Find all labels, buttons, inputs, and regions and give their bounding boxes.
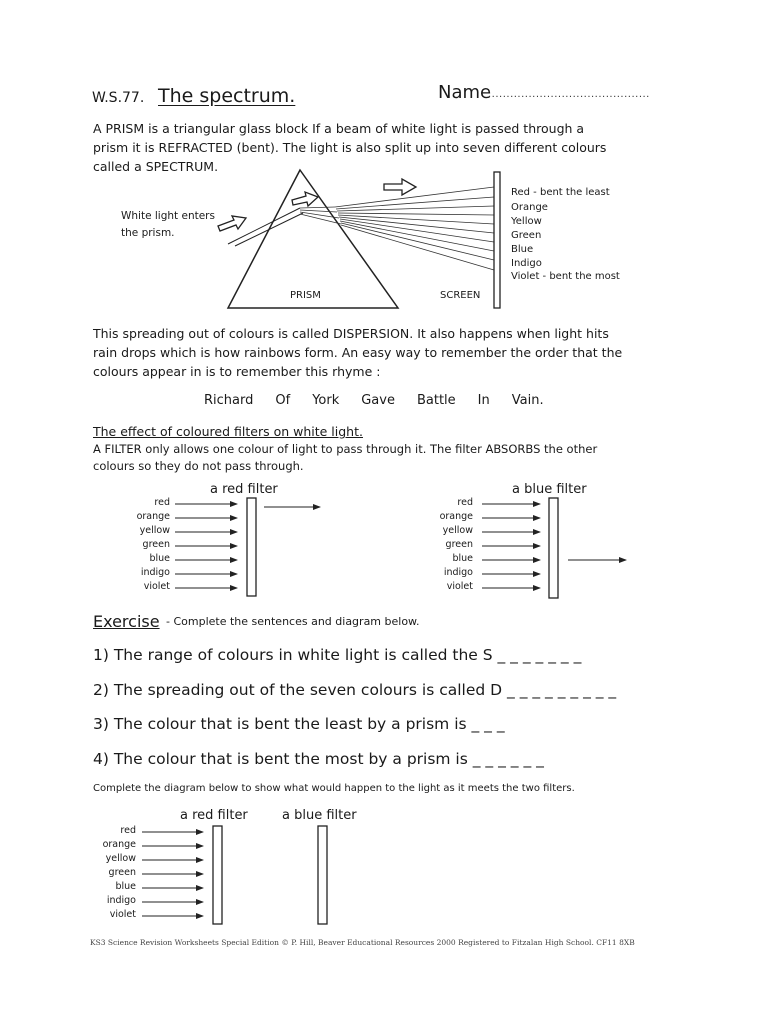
- rhyme-word: Battle: [416, 393, 456, 408]
- exercise-filter-arrows: [142, 832, 203, 916]
- spectrum-label-yellow: Yellow: [511, 216, 542, 227]
- rhyme-word: Vain.: [511, 393, 544, 408]
- colour-label-red: red: [457, 497, 473, 508]
- question-4[interactable]: 4) The colour that is bent the most by a prism is _ _ _ _ _ _: [93, 750, 544, 768]
- dispersion-line-1: This spreading out of colours is called DISPERSION. It also happens when light hits: [93, 326, 609, 341]
- colour-label-violet: violet: [109, 909, 136, 920]
- colour-label-red: red: [120, 825, 136, 836]
- colour-label-yellow: yellow: [139, 525, 170, 536]
- name-field[interactable]: ............................................: [488, 89, 650, 100]
- colour-label-blue: blue: [115, 881, 136, 892]
- colour-label-blue: blue: [452, 553, 473, 564]
- rhyme-word: York: [312, 393, 340, 408]
- rhyme-word: Of: [275, 393, 291, 408]
- screen-label: SCREEN: [440, 290, 481, 301]
- dispersion-line-2: rain drops which is how rainbows form. An easy way to remember the order that the: [93, 345, 623, 360]
- filters-line-2: colours so they do not pass through.: [93, 459, 304, 473]
- spectrum-label-blue: Blue: [511, 244, 534, 255]
- worksheet-code: W.S.77.: [92, 90, 145, 106]
- white-light-label-1: White light enters: [121, 210, 215, 222]
- spectrum-label-indigo: Indigo: [511, 258, 542, 269]
- intro-line-1: A PRISM is a triangular glass block If a beam of white light is passed through a: [93, 121, 585, 136]
- colour-label-indigo: indigo: [106, 895, 136, 906]
- colour-label-green: green: [142, 539, 170, 550]
- name-label: Name: [438, 82, 492, 103]
- white-light-label-2: the prism.: [121, 227, 175, 239]
- colour-label-indigo: indigo: [443, 567, 473, 578]
- question-3[interactable]: 3) The colour that is bent the least by a prism is _ _ _: [93, 715, 505, 733]
- colour-label-yellow: yellow: [105, 853, 136, 864]
- filters-heading: The effect of coloured filters on white light.: [93, 424, 363, 439]
- colour-label-indigo: indigo: [140, 567, 170, 578]
- exercise-subheading: - Complete the sentences and diagram below.: [166, 615, 420, 628]
- page-title: The spectrum.: [158, 85, 296, 107]
- spectrum-label-violet: Violet - bent the most: [511, 271, 620, 282]
- spectrum-label-red: Red - bent the least: [511, 187, 610, 198]
- rhyme-word: In: [477, 393, 490, 408]
- exercise-red-filter-shape: [213, 826, 222, 924]
- complete-instruction: Complete the diagram below to show what would happen to the light as it meets the two filters.: [93, 783, 575, 794]
- spectrum-label-green: Green: [511, 230, 542, 241]
- colour-label-orange: orange: [102, 839, 136, 850]
- colour-label-violet: violet: [446, 581, 473, 592]
- colour-label-yellow: yellow: [442, 525, 473, 536]
- footer: KS3 Science Revision Worksheets Special Edition © P. Hill, Beaver Educational Resources 2000 Registered to Fitzalan High School. CF11 8XB: [90, 938, 635, 947]
- intro-line-3: called a SPECTRUM.: [93, 159, 219, 174]
- colour-label-orange: orange: [136, 511, 170, 522]
- dispersion-line-3: colours appear in is to remember this rhyme :: [93, 364, 381, 379]
- colour-label-green: green: [108, 867, 136, 878]
- red-filter-shape: [247, 498, 256, 596]
- blue-filter-arrows: [482, 504, 626, 588]
- prism-label: PRISM: [290, 290, 321, 301]
- blue-filter-title: a blue filter: [512, 482, 587, 497]
- rhyme-word: Richard: [204, 393, 254, 408]
- intro-line-2: prism it is REFRACTED (bent). The light is also split up into seven different colours: [93, 140, 607, 155]
- red-filter-title: a red filter: [210, 482, 278, 497]
- question-2[interactable]: 2) The spreading out of the seven colours is called D _ _ _ _ _ _ _ _ _: [93, 681, 617, 699]
- colour-label-red: red: [154, 497, 170, 508]
- colour-label-violet: violet: [143, 581, 170, 592]
- spectrum-label-orange: Orange: [511, 202, 548, 213]
- exercise-blue-filter-title: a blue filter: [282, 808, 357, 823]
- colour-label-orange: orange: [439, 511, 473, 522]
- colour-label-blue: blue: [149, 553, 170, 564]
- exercise-red-filter-title: a red filter: [180, 808, 248, 823]
- exercise-heading: Exercise: [93, 612, 160, 631]
- rhyme-word: Gave: [361, 393, 395, 408]
- question-1[interactable]: 1) The range of colours in white light is called the S _ _ _ _ _ _ _: [93, 646, 582, 664]
- colour-label-green: green: [445, 539, 473, 550]
- exercise-blue-filter-shape: [318, 826, 327, 924]
- blue-filter-shape: [549, 498, 558, 598]
- filters-line-1: A FILTER only allows one colour of light to pass through it. The filter ABSORBS the other: [93, 442, 598, 456]
